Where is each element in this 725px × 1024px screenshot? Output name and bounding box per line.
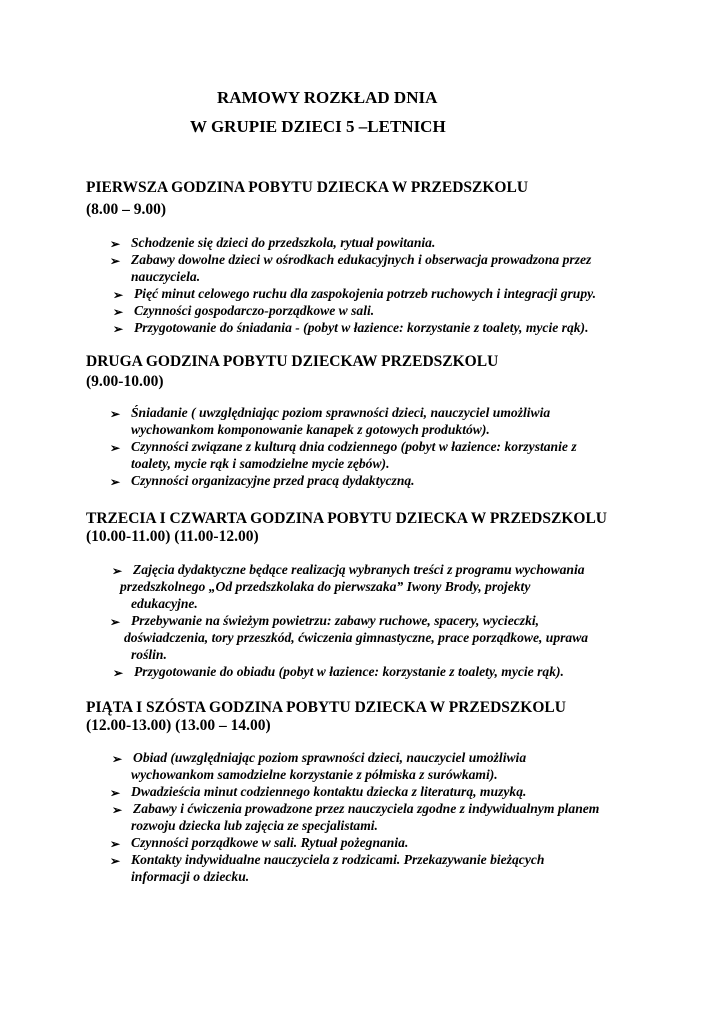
list-item: Przebywanie na świeżym powietrzu: zabawy ruchowe, spacery, wycieczki, [131, 613, 540, 628]
arrowhead-bullet-icon: ➢ [112, 564, 123, 578]
arrowhead-bullet-icon: ➢ [110, 407, 121, 421]
section-time: (10.00-11.00) (11.00-12.00) [86, 528, 259, 545]
list-item-continuation: rozwoju dziecka lub zajęcia ze specjalistami. [131, 818, 378, 833]
document-title: RAMOWY ROZKŁAD DNIA [217, 88, 438, 107]
list-item-continuation: informacji o dziecku. [131, 869, 250, 884]
list-item: Czynności organizacyjne przed pracą dydaktyczną. [131, 473, 415, 488]
section-time: (9.00-10.00) [86, 373, 164, 390]
list-item: Obiad (uwzględniając poziom sprawności dzieci, nauczyciel umożliwia [133, 750, 527, 765]
arrowhead-bullet-icon: ➢ [110, 475, 121, 489]
list-item: Czynności gospodarczo-porządkowe w sali. [134, 303, 375, 318]
list-item: Zabawy i ćwiczenia prowadzone przez nauczyciela zgodne z indywidualnym planem [133, 801, 600, 816]
list-item-continuation: przedszkolnego „Od przedszkolaka do pierwszaka” Iwony Brody, projekty [120, 579, 531, 594]
arrowhead-bullet-icon: ➢ [110, 254, 121, 268]
arrowhead-bullet-icon: ➢ [110, 237, 121, 251]
document-subtitle: W GRUPIE DZIECI 5 –LETNICH [190, 117, 446, 136]
list-item: Dwadzieścia minut codziennego kontaktu dziecka z literaturą, muzyką. [131, 784, 527, 799]
arrowhead-bullet-icon: ➢ [113, 288, 124, 302]
list-item: Przygotowanie do obiadu (pobyt w łazience: korzystanie z toalety, mycie rąk). [134, 664, 564, 679]
list-item: Schodzenie się dzieci do przedszkola, rytuał powitania. [131, 235, 436, 250]
arrowhead-bullet-icon: ➢ [110, 786, 121, 800]
list-item: Pięć minut celowego ruchu dla zaspokojenia potrzeb ruchowych i integracji grupy. [134, 286, 597, 301]
arrowhead-bullet-icon: ➢ [110, 854, 121, 868]
arrowhead-bullet-icon: ➢ [113, 666, 124, 680]
section-time: (8.00 – 9.00) [86, 201, 167, 218]
arrowhead-bullet-icon: ➢ [110, 837, 121, 851]
list-item-continuation: wychowankom komponowanie kanapek z gotowych produktów). [131, 422, 490, 437]
arrowhead-bullet-icon: ➢ [112, 803, 123, 817]
arrowhead-bullet-icon: ➢ [113, 322, 124, 336]
list-item: Czynności związane z kulturą dnia codziennego (pobyt w łazience: korzystanie z [131, 439, 577, 454]
list-item: Kontakty indywidualne nauczyciela z rodzicami. Przekazywanie bieżących [131, 852, 545, 867]
list-item-continuation: wychowankom samodzielne korzystanie z półmiska z surówkami). [131, 767, 498, 782]
section-heading: DRUGA GODZINA POBYTU DZIECKAW PRZEDSZKOLU [86, 353, 499, 370]
list-item: Czynności porządkowe w sali. Rytuał pożegnania. [131, 835, 409, 850]
list-item: Zajęcia dydaktyczne będące realizacją wybranych treści z programu wychowania [133, 562, 585, 577]
arrowhead-bullet-icon: ➢ [110, 615, 121, 629]
section-heading: TRZECIA I CZWARTA GODZINA POBYTU DZIECKA W PRZEDSZKOLU [86, 510, 607, 527]
arrowhead-bullet-icon: ➢ [113, 305, 124, 319]
section-heading: PIERWSZA GODZINA POBYTU DZIECKA W PRZEDSZKOLU [86, 179, 529, 196]
list-item: Zabawy dowolne dzieci w ośrodkach edukacyjnych i obserwacja prowadzona przez [131, 252, 592, 267]
section-time: (12.00-13.00) (13.00 – 14.00) [86, 717, 271, 734]
arrowhead-bullet-icon: ➢ [110, 441, 121, 455]
list-item-continuation: roślin. [131, 647, 167, 662]
list-item: Śniadanie ( uwzględniając poziom sprawności dzieci, nauczyciel umożliwia [131, 405, 551, 420]
section-heading: PIĄTA I SZÓSTA GODZINA POBYTU DZIECKA W PRZEDSZKOLU [86, 699, 566, 716]
list-item-continuation: nauczyciela. [131, 269, 201, 284]
list-item: Przygotowanie do śniadania - (pobyt w łazience: korzystanie z toalety, mycie rąk). [134, 320, 589, 335]
list-item-continuation: doświadczenia, tory przeszkód, ćwiczenia gimnastyczne, prace porządkowe, uprawa [124, 630, 589, 645]
list-item-continuation: edukacyjne. [131, 596, 198, 611]
arrowhead-bullet-icon: ➢ [112, 752, 123, 766]
list-item-continuation: toalety, mycie rąk i samodzielne mycie zębów). [131, 456, 390, 471]
